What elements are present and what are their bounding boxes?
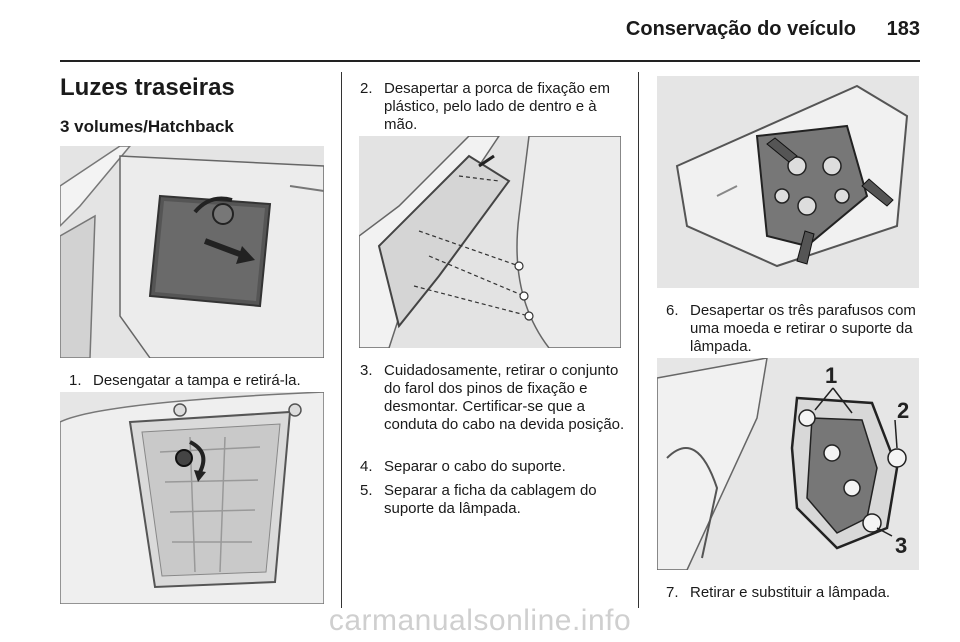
figure-label-1: 1 bbox=[825, 363, 838, 388]
figure-label-3: 3 bbox=[895, 533, 908, 558]
step-5-number: 5. bbox=[360, 482, 373, 499]
column-divider-1 bbox=[341, 72, 342, 608]
step-7 bbox=[666, 584, 928, 602]
step-6-text: Desapertar os três parafusos com uma moeda e retirar o suporte da lâmpada. bbox=[690, 302, 916, 355]
step-1-number: 1. bbox=[69, 372, 82, 389]
column-divider-2 bbox=[638, 72, 639, 608]
figure-bulb-holder-screws bbox=[657, 76, 919, 288]
step-1 bbox=[69, 372, 329, 390]
step-7-number: 7. bbox=[666, 584, 679, 601]
step-2 bbox=[360, 80, 632, 134]
header-divider bbox=[60, 60, 920, 62]
step-5-text: Separar a ficha da cablagem do suporte da lâmpada. bbox=[384, 482, 597, 517]
page-header-title: Conservação do veículo bbox=[625, 18, 856, 40]
step-3-number: 3. bbox=[360, 362, 373, 379]
figure-bulb-holder-detail bbox=[657, 358, 919, 570]
step-4 bbox=[360, 458, 632, 476]
step-6-number: 6. bbox=[666, 302, 679, 319]
watermark: carmanualsonline.info bbox=[328, 604, 632, 637]
step-1-text: Desengatar a tampa e retirá-la. bbox=[93, 372, 301, 389]
step-6 bbox=[666, 302, 928, 356]
section-title: Luzes traseiras bbox=[60, 74, 235, 101]
figure-tailgate-opening bbox=[60, 392, 324, 604]
figure-label-2: 2 bbox=[897, 398, 910, 423]
step-4-number: 4. bbox=[360, 458, 373, 475]
figure-lamp-assembly-removal bbox=[359, 136, 621, 348]
step-3-text: Cuidadosamente, retirar o conjunto do farol dos pinos de fixação e desmontar. Certificar-se que a conduta do cabo na devida posição. bbox=[384, 362, 625, 433]
step-7-text: Retirar e substituir a lâmpada. bbox=[690, 584, 891, 601]
step-2-number: 2. bbox=[360, 80, 373, 97]
step-4-text: Separar o cabo do suporte. bbox=[384, 458, 566, 475]
step-5 bbox=[360, 482, 632, 518]
step-2-text: Desapertar a porca de fixação em plástico, pelo lado de dentro e à mão. bbox=[384, 80, 610, 133]
section-subtitle: 3 volumes/Hatchback bbox=[60, 117, 234, 136]
figure-tailgate-cover bbox=[60, 146, 324, 358]
page-number: 183 bbox=[886, 18, 920, 40]
step-3 bbox=[360, 362, 632, 434]
